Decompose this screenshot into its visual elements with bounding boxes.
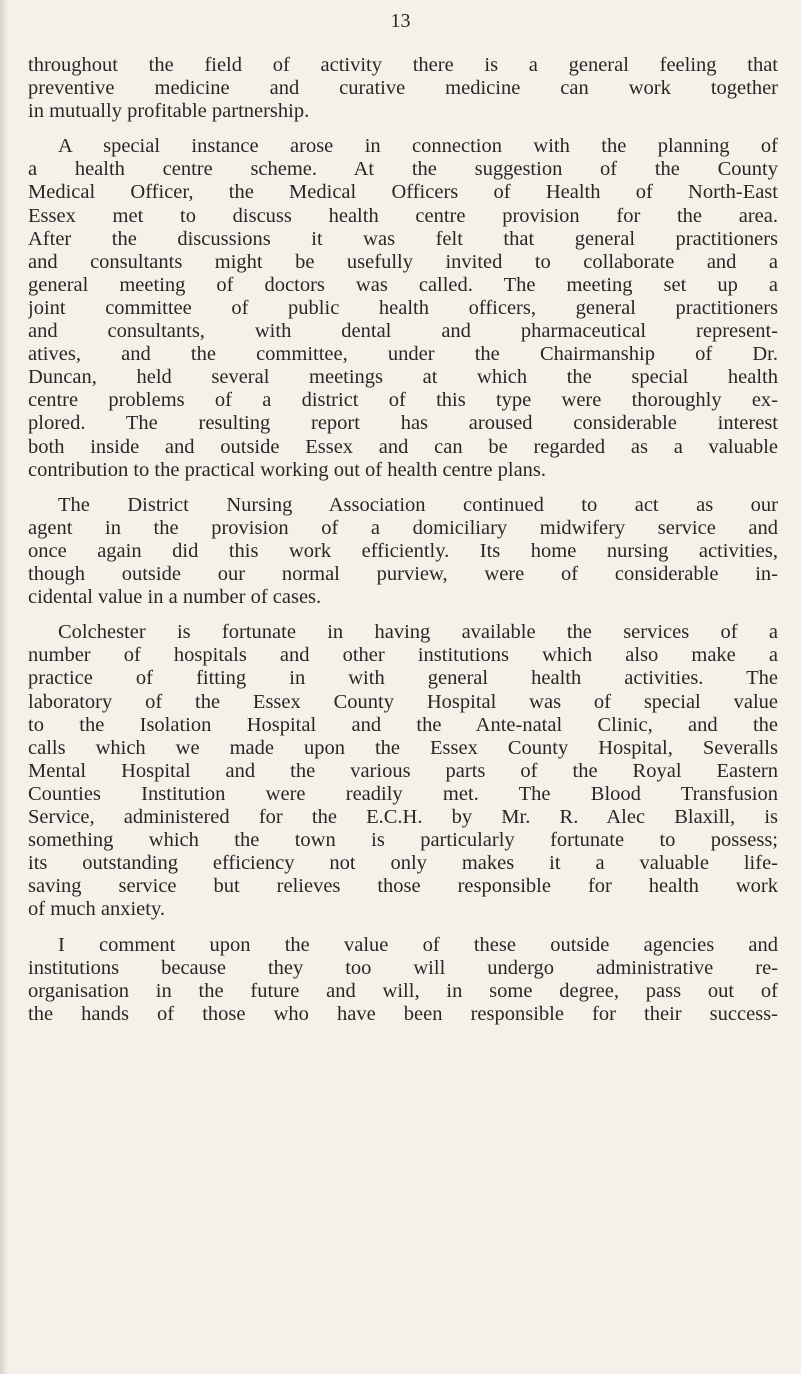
text-line: Essex met to discuss health centre provision for the area. xyxy=(28,204,778,227)
text-line: Colchester is fortunate in having available the services of a xyxy=(58,621,778,644)
text-line: After the discussions it was felt that general practitioners xyxy=(28,227,778,250)
text-line: Medical Officer, the Medical Officers of Health of North-East xyxy=(28,181,778,204)
text-line: Counties Institution were readily met. The Blood Transfusion xyxy=(28,782,778,805)
text-line: contribution to the practical working out of health centre plans. xyxy=(28,458,547,481)
text-line: though outside our normal purview, were of considerable in- xyxy=(28,563,778,586)
page-number: 13 xyxy=(390,10,411,32)
text-line: the hands of those who have been responsible for their success- xyxy=(28,1002,778,1025)
page-edge-shadow xyxy=(0,0,8,1374)
text-line: joint committee of public health officers, general practitioners xyxy=(28,296,778,319)
text-line: of much anxiety. xyxy=(28,898,166,921)
text-line: A special instance arose in connection with the planning of xyxy=(58,135,778,158)
text-line: in mutually profitable partnership. xyxy=(28,100,310,123)
text-line: Mental Hospital and the various parts of the Royal Eastern xyxy=(28,759,778,782)
text-line: once again did this work efficiently. Its home nursing activities, xyxy=(28,539,778,562)
text-line: saving service but relieves those responsible for health work xyxy=(28,875,778,898)
text-line: something which the town is particularly fortunate to possess; xyxy=(28,829,778,852)
text-line: practice of fitting in with general health activities. The xyxy=(28,667,778,690)
text-line: cidental value in a number of cases. xyxy=(28,586,322,609)
text-line: Duncan, held several meetings at which the special health xyxy=(28,366,778,389)
paragraph xyxy=(28,621,778,921)
text-line: its outstanding efficiency not only makes it a valuable life- xyxy=(28,852,778,875)
paragraph xyxy=(28,494,778,609)
text-line: a health centre scheme. At the suggestion of the County xyxy=(28,158,778,181)
text-line: Service, administered for the E.C.H. by Mr. R. Alec Blaxill, is xyxy=(28,806,778,829)
text-line: institutions because they too will undergo administrative re- xyxy=(28,956,778,979)
text-line: both inside and outside Essex and can be regarded as a valuable xyxy=(28,435,778,458)
text-line: general meeting of doctors was called. The meeting set up a xyxy=(28,273,778,296)
text-line: I comment upon the value of these outside agencies and xyxy=(58,933,778,956)
text-line: and consultants, with dental and pharmaceutical represent- xyxy=(28,320,778,343)
text-line: centre problems of a district of this type were thoroughly ex- xyxy=(28,389,778,412)
text-line: preventive medicine and curative medicine can work together xyxy=(28,77,778,100)
text-line: and consultants might be usefully invited to collaborate and a xyxy=(28,250,778,273)
text-line: laboratory of the Essex County Hospital was of special value xyxy=(28,690,778,713)
text-line: atives, and the committee, under the Chairmanship of Dr. xyxy=(28,343,778,366)
text-line: agent in the provision of a domiciliary midwifery service and xyxy=(28,516,778,539)
text-line: plored. The resulting report has aroused considerable interest xyxy=(28,412,778,435)
text-line: organisation in the future and will, in some degree, pass out of xyxy=(28,979,778,1002)
text-line: to the Isolation Hospital and the Ante-natal Clinic, and the xyxy=(28,713,778,736)
text-line: The District Nursing Association continued to act as our xyxy=(58,493,778,516)
paragraph xyxy=(28,135,778,481)
paragraph xyxy=(28,934,778,1026)
text-line: number of hospitals and other institutions which also make a xyxy=(28,644,778,667)
paragraph xyxy=(28,54,778,123)
text-line: calls which we made upon the Essex County Hospital, Severalls xyxy=(28,736,778,759)
text-line: throughout the field of activity there is a general feeling that xyxy=(28,54,778,76)
